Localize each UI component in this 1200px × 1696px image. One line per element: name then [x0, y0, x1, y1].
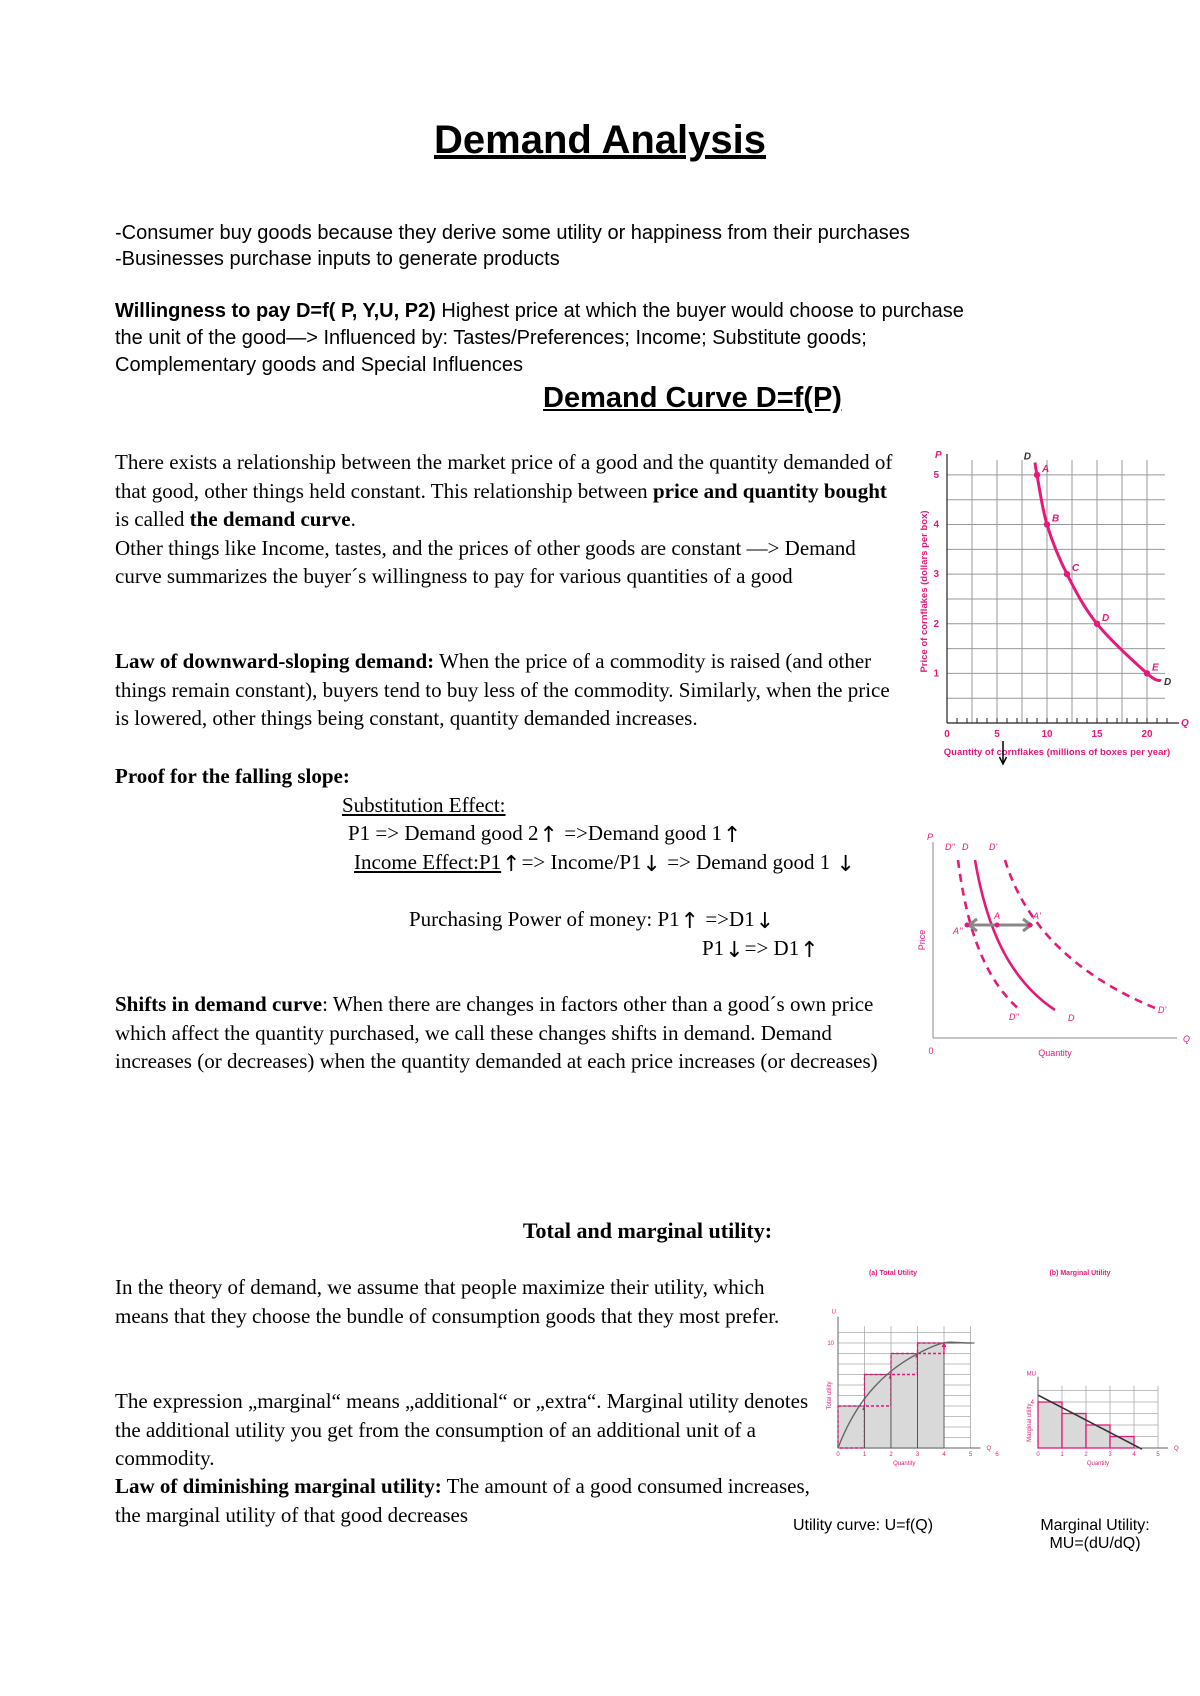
intro-text-3: . — [350, 507, 356, 532]
law-diminishing-term: Law of diminishing marginal utility: — [115, 1474, 442, 1498]
y-tick-label: 4 — [1030, 1400, 1034, 1406]
demand-point — [1044, 521, 1050, 527]
x-tick-label: 2 — [1084, 1452, 1088, 1458]
other-things-paragraph: Other things like Income, tastes, and the prices of other goods are constant —> Demand curve summarizes the buyer´s willingness to pay for various quantities of a good — [115, 535, 856, 589]
arrow-up-icon: ↑ — [539, 823, 558, 848]
shift-point — [1028, 923, 1033, 928]
purchasing-power-line — [409, 905, 775, 934]
x-axis-label: Quantity of cornflakes (millions of boxes per year) — [943, 747, 1171, 758]
total-utility-bar — [918, 1343, 945, 1448]
intro-bold-price-quantity: price and quantity bought — [652, 478, 887, 503]
willingness-line1: Highest price at which the buyer would choose to purchase — [435, 300, 964, 322]
intro-text-1: There exists a relationship between the market price of a good and the quantity demanded of that good, other things held constant. This relationship between — [115, 450, 893, 503]
pp2-text-b: => D1 — [744, 936, 800, 960]
law-downward-term: Law of downward-sloping demand: — [115, 649, 435, 673]
x-tick-label: 5 — [968, 1452, 973, 1458]
curve-end-label: D'' — [1009, 1012, 1019, 1022]
shift-point — [995, 923, 1000, 928]
x-tick-label: 1 — [1060, 1452, 1064, 1458]
point-label: A — [1042, 463, 1050, 475]
arrow-up-icon: ↑ — [502, 852, 521, 877]
demand-point — [1144, 670, 1150, 676]
y-tick-label: 2 — [933, 618, 939, 630]
utility-heading: Total and marginal utility: — [522, 1218, 773, 1243]
curve-label: D — [1023, 451, 1031, 463]
arrow-up-icon: ↑ — [723, 823, 742, 848]
curve-end-label: D — [1068, 1013, 1075, 1023]
curve-top-label: D' — [989, 842, 998, 852]
shifts-text: : When there are changes in factors other than a good´s own price which affect the quantity purchased, we call these changes shifts in demand. Demand increases (or decreases) when the quantity demanded at each price increases (or decreases) — [115, 992, 878, 1074]
curve-top-label: D — [962, 842, 969, 852]
willingness-line2: the unit of the good—> Influenced by: Tastes/Preferences; Income; Substitute goods; — [115, 327, 867, 349]
pp-text-a: =>D1 — [700, 907, 755, 931]
intro-text-2: is called — [115, 507, 190, 532]
bullet-consumer: -Consumer buy goods because they derive some utility or happiness from their purchases — [115, 222, 910, 244]
x-axis-letter: Q — [1174, 1446, 1179, 1452]
marginal-utility-bar — [1086, 1425, 1110, 1448]
arrow-up-icon: ↑ — [800, 938, 819, 963]
curve-top-label: D'' — [945, 842, 955, 852]
demand-curve-intro — [115, 448, 895, 591]
marginal-utility-bar — [1038, 1402, 1062, 1448]
substitution-effect-line — [348, 819, 742, 848]
x-axis-label: Quantity — [893, 1461, 916, 1467]
y-tick-label: 1 — [933, 668, 939, 680]
law-diminishing-paragraph — [115, 1472, 815, 1529]
curve-end-label: D' — [1158, 1005, 1167, 1015]
total-utility-bar — [838, 1406, 865, 1448]
x-axis-letter: Q — [1183, 1034, 1191, 1044]
bullet-businesses: -Businesses purchase inputs to generate products — [115, 248, 560, 270]
shift-point-label: A' — [1033, 911, 1041, 921]
curve-label: D — [1164, 676, 1172, 688]
shifts-paragraph — [115, 990, 905, 1076]
caption-marginal-line1: Marginal Utility: — [1040, 1517, 1150, 1534]
demand-point — [1094, 621, 1100, 627]
substitution-effect-label: Substitution Effect: — [342, 793, 506, 817]
y-tick-label: 4 — [933, 519, 939, 531]
point-label: D — [1102, 612, 1110, 624]
x-tick-label: 15 — [1091, 729, 1103, 740]
x-axis-label: Quantity — [1086, 1461, 1110, 1467]
income-text-b: => Income/P1 — [521, 850, 642, 874]
page-title: Demand Analysis — [434, 118, 766, 162]
x-tick-label: 0 — [836, 1452, 840, 1458]
y-axis-label: Marginal utility — [1027, 1403, 1033, 1442]
income-effect-label: Income Effect: — [354, 850, 479, 874]
y-axis-letter: P — [935, 450, 942, 461]
x-tick-label: 20 — [1141, 729, 1153, 740]
y-tick-label: 10 — [827, 1341, 834, 1347]
shift-point-label: A'' — [953, 926, 963, 936]
utility-paragraph-1: In the theory of demand, we assume that people maximize their utility, which means that they choose the bundle of consumption goods that they most prefer. — [115, 1275, 780, 1328]
demand-curve-chart — [915, 440, 1195, 770]
y-axis-letter: P — [927, 832, 934, 842]
demand-point — [1034, 472, 1040, 478]
x-axis-label: Quantity — [1038, 1048, 1072, 1058]
willingness-line3: Complementary goods and Special Influences — [115, 354, 524, 376]
y-axis-letter: MU — [1026, 1371, 1036, 1378]
arrow-up-icon: ↑ — [680, 909, 700, 934]
arrow-down-icon: ↓ — [755, 909, 775, 934]
income-effect-line — [354, 848, 856, 877]
demand-shift-curve — [975, 860, 1055, 1010]
pp2-p1: P1 — [702, 936, 725, 960]
total-utility-chart — [818, 1265, 998, 1485]
willingness-paragraph — [115, 298, 1075, 379]
x-tick-label: 6 — [995, 1452, 999, 1458]
subst-text-a: P1 => Demand good 2 — [348, 821, 539, 845]
x-tick-label: 3 — [1108, 1452, 1112, 1458]
y-axis-label: Price — [917, 929, 927, 951]
point-label: B — [1052, 513, 1060, 525]
point-label: C — [1072, 563, 1080, 575]
x-tick-label: 1 — [862, 1452, 867, 1458]
arrow-down-icon: ↓ — [836, 852, 855, 877]
arrow-down-icon: ↓ — [725, 938, 744, 963]
chart-title: (b) Marginal Utility — [1049, 1270, 1111, 1277]
y-tick-label: 3 — [933, 569, 939, 581]
law-downward-text: When the price of a commodity is raised (and other things remain constant), buyers tend to buy less of the commodity. Similarly, when the price is lowered, other things being constant, quantity demanded increases. — [115, 649, 890, 731]
x-axis-letter: Q — [1181, 718, 1189, 729]
demand-shift-curve — [958, 860, 1020, 1010]
caption-total-utility: Utility curve: U=f(Q) — [793, 1517, 934, 1534]
x-tick-label: 0 — [944, 729, 950, 740]
point-label: E — [1152, 662, 1159, 674]
chart-title: (a) Total Utility — [868, 1270, 918, 1277]
x-tick-label: 3 — [915, 1452, 920, 1458]
x-tick-label: 5 — [1156, 1452, 1160, 1458]
income-text-c: => Demand good 1 — [661, 850, 836, 874]
shifts-term: Shifts in demand curve — [115, 992, 323, 1016]
subst-text-b: =>Demand good 1 — [558, 821, 723, 845]
total-utility-bar — [865, 1375, 892, 1449]
origin-label: 0 — [928, 1046, 934, 1056]
x-tick-label: 0 — [1036, 1452, 1040, 1458]
y-axis-label: Total utility — [827, 1381, 833, 1410]
pp-label: Purchasing Power of money: P1 — [409, 907, 680, 931]
demand-point — [1064, 571, 1070, 577]
demand-curve-heading: Demand Curve D=f(P) — [543, 382, 842, 414]
y-tick-label: 5 — [933, 469, 939, 481]
caption-marginal-utility — [1020, 1517, 1170, 1553]
x-tick-label: 4 — [1132, 1452, 1136, 1458]
utility-paragraph-2: The expression „marginal“ means „additional“ or „extra“. Marginal utility denotes the additional utility you get from the consumption of an additional unit of a commodity. — [115, 1389, 809, 1471]
law-diminishing-text: The amount of a good consumed increases, the marginal utility of that good decreases — [115, 1474, 810, 1527]
arrow-down-icon: ↓ — [642, 852, 661, 877]
proof-heading-text: Proof for the falling slope: — [115, 764, 350, 788]
purchasing-power-line-2 — [702, 934, 820, 963]
x-tick-label: 5 — [994, 729, 1000, 740]
y-axis-letter: U — [831, 1309, 836, 1316]
caption-marginal-line2: MU=(dU/dQ) — [1049, 1535, 1141, 1552]
proof-heading — [115, 762, 350, 791]
marginal-utility-chart — [1020, 1265, 1190, 1485]
demand-shift-chart — [915, 830, 1195, 1065]
x-tick-label: 10 — [1041, 729, 1053, 740]
y-axis-label: Price of cornflakes (dollars per box) — [919, 510, 930, 673]
x-tick-label: 4 — [942, 1452, 946, 1458]
income-p1: P1 — [478, 850, 502, 874]
willingness-term: Willingness to pay D=f( P, Y,U, P2) — [115, 300, 436, 322]
shift-point — [965, 923, 970, 928]
law-downward-paragraph — [115, 647, 895, 733]
x-axis-letter: Q — [986, 1446, 992, 1452]
x-tick-label: 2 — [889, 1452, 893, 1458]
intro-bold-demand-curve: the demand curve — [189, 507, 351, 532]
shift-point-label: A — [994, 911, 1001, 921]
